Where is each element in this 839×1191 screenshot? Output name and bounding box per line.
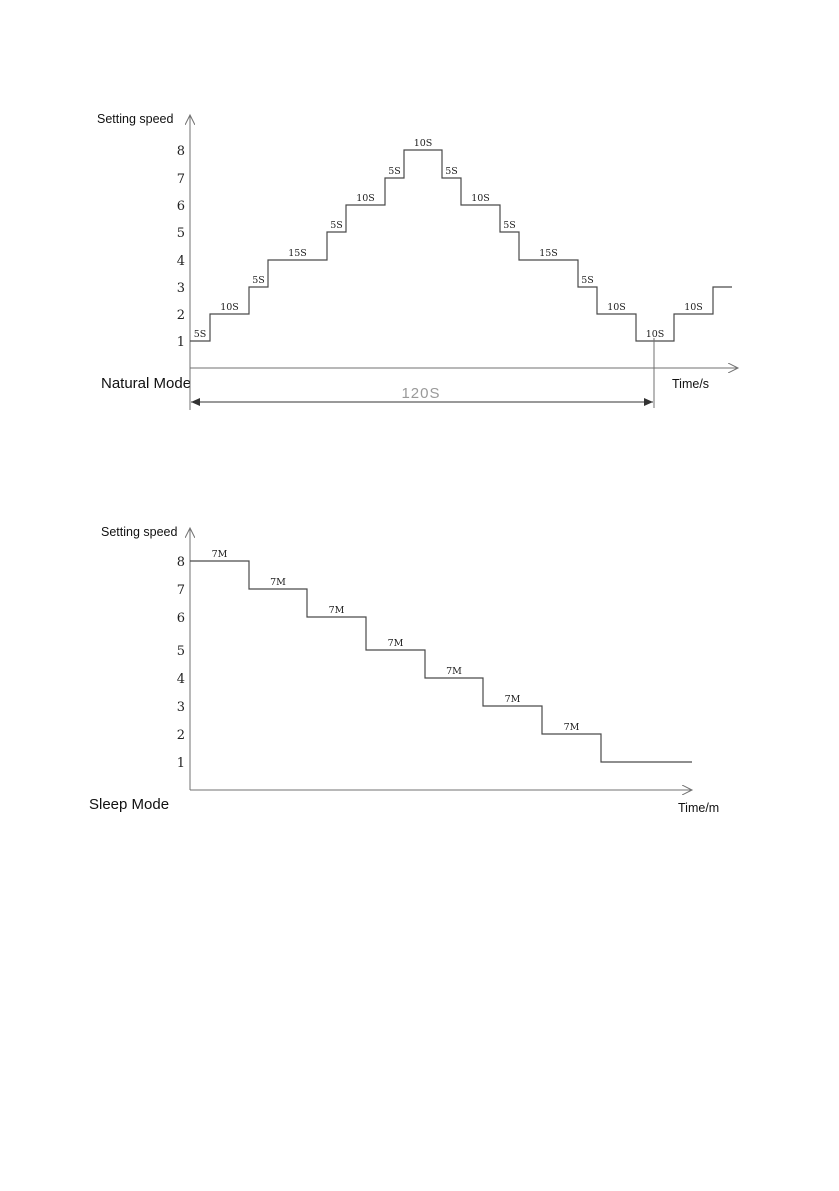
step-duration-label: 7M [446, 666, 462, 677]
x-axis-title: Time/m [678, 801, 720, 815]
chart-title: Natural Mode [101, 375, 192, 392]
step-duration-label: 7M [328, 605, 345, 616]
step-duration-label: 10S [607, 302, 626, 313]
y-tick-label-7: 7 [176, 172, 185, 187]
step-duration-label: 7M [211, 549, 228, 560]
y-tick-label-5: 5 [176, 226, 185, 241]
step-duration-label: 5S [388, 166, 401, 177]
step-series-line [190, 561, 692, 762]
step-duration-label: 7M [270, 577, 286, 588]
y-axis-title: Setting speed [97, 112, 174, 126]
step-duration-label: 15S [539, 248, 558, 259]
step-duration-label: 5S [503, 220, 516, 231]
step-duration-label: 5S [193, 329, 207, 340]
step-duration-label: 15S [288, 248, 307, 259]
step-duration-label: 5S [252, 275, 265, 286]
y-tick-label-6: 6 [176, 199, 185, 214]
y-axis-title: Setting speed [101, 525, 178, 539]
span-label: 120S [401, 385, 441, 402]
y-tick-label-6: 6 [176, 611, 185, 626]
y-tick-label-8: 8 [176, 555, 185, 570]
step-duration-label: 7M [563, 722, 580, 733]
y-tick-label-4: 4 [176, 254, 185, 269]
y-tick-label-8: 8 [176, 144, 185, 159]
y-tick-label-2: 2 [176, 308, 185, 323]
chart-title: Sleep Mode [89, 796, 170, 813]
step-duration-label: 10S [684, 302, 703, 313]
step-duration-label: 5S [445, 166, 458, 177]
step-duration-label: 10S [220, 302, 239, 313]
x-axis-title: Time/s [672, 377, 710, 391]
step-duration-label: 10S [356, 193, 375, 204]
step-duration-label: 5S [330, 220, 343, 231]
y-tick-label-5: 5 [176, 644, 185, 659]
y-tick-label-3: 3 [176, 281, 185, 296]
step-duration-label: 10S [645, 329, 665, 340]
step-duration-label: 7M [387, 638, 404, 649]
step-duration-label: 5S [581, 275, 594, 286]
y-tick-label-7: 7 [176, 583, 185, 598]
y-tick-label-1: 1 [176, 335, 185, 350]
y-tick-label-4: 4 [176, 672, 185, 687]
step-duration-label: 10S [413, 138, 433, 149]
y-tick-label-3: 3 [176, 700, 185, 715]
y-tick-label-2: 2 [176, 728, 185, 743]
step-duration-label: 7M [504, 694, 521, 705]
y-tick-label-1: 1 [176, 756, 185, 771]
step-duration-label: 10S [471, 193, 490, 204]
